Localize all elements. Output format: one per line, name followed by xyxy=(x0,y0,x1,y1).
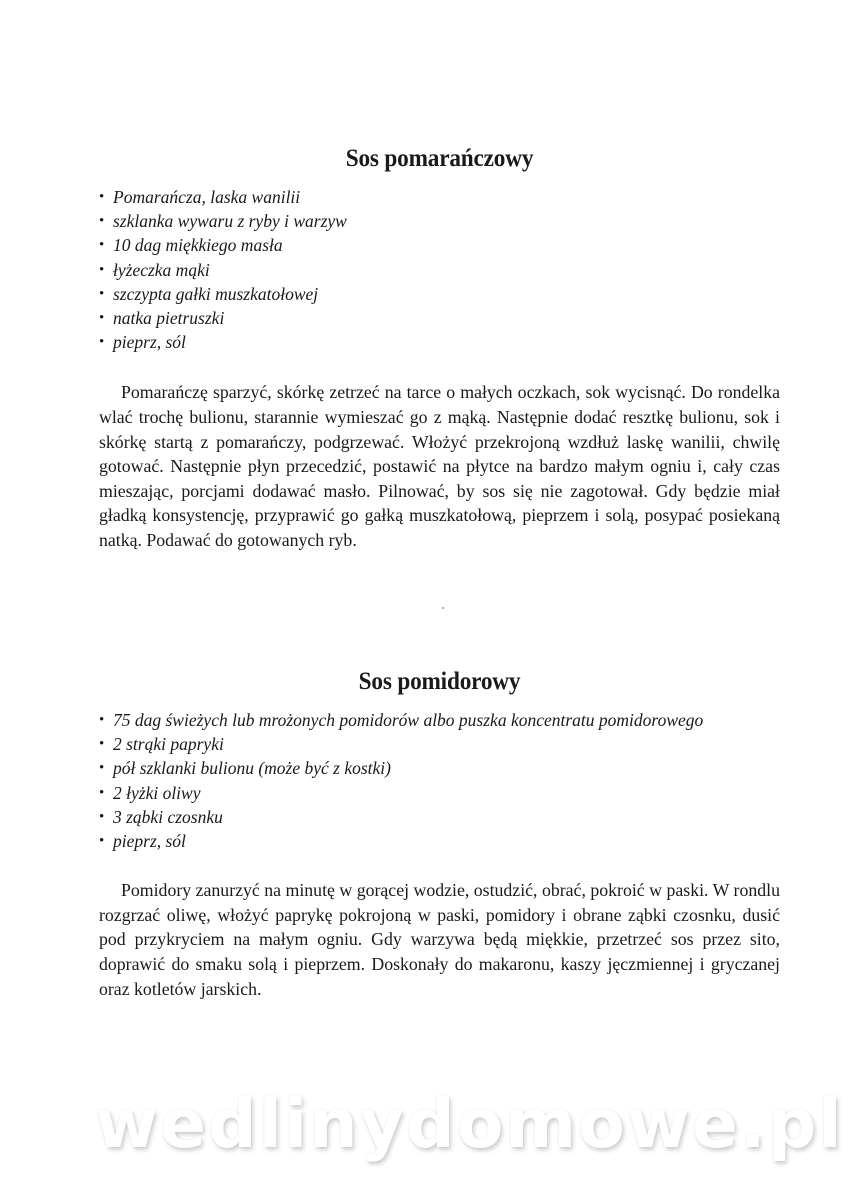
bullet-icon: • xyxy=(99,808,105,825)
ingredient-item xyxy=(99,185,780,209)
ingredient-text: pół szklanki bulionu (może być z kostki) xyxy=(113,758,392,779)
ingredient-item xyxy=(99,306,780,330)
ingredient-text: Pomarańcza, laska wanilii xyxy=(113,187,301,207)
ingredient-item xyxy=(99,708,780,732)
bullet-icon: • xyxy=(99,189,105,205)
ingredient-text: szczypta gałki muszkatołowej xyxy=(113,283,319,304)
ingredient-list xyxy=(99,185,780,354)
ingredient-item xyxy=(99,756,780,780)
bullet-icon: • xyxy=(99,784,105,801)
ingredient-text: pieprz, sól xyxy=(113,332,186,353)
recipe-tomato-sauce xyxy=(99,666,780,1001)
ingredient-text: pieprz, sól xyxy=(113,831,186,852)
ingredient-item xyxy=(99,282,780,306)
bullet-icon: • xyxy=(99,833,105,850)
ingredient-item xyxy=(99,258,780,282)
scan-speck xyxy=(442,607,444,609)
ingredient-item xyxy=(99,732,780,756)
ingredient-item xyxy=(99,805,780,829)
ingredient-text: szklanka wywaru z ryby i warzyw xyxy=(113,211,347,232)
recipe-instructions: Pomarańczę sparzyć, skórkę zetrzeć na tarce o małych oczkach, sok wycisnąć. Do rondelka wlać trochę bulionu, starannie wymieszać go z mąką. Następnie dodać resztkę bulionu, sok i skórkę startą z pomarańczy, podgrzewać. Włożyć przekrojoną wzdłuż laskę wanilii, chwilę gotować. Następnie płyn przecedzić, postawić na płytce na bardzo małym ogniu i, cały czas mieszając, porcjami dodawać masło. Pilnować, by sos się nie zagotował. Gdy będzie miał gładką konsystencję, przyprawić go gałką muszkatołową, pieprzem i solą, posypać posiekaną natką. Podawać do gotowanych ryb. xyxy=(99,382,780,550)
bullet-icon: • xyxy=(99,285,105,302)
bullet-icon: • xyxy=(99,760,105,777)
ingredient-item xyxy=(99,330,780,354)
ingredient-list xyxy=(99,708,780,853)
recipe-title: Sos pomarańczowy xyxy=(345,145,534,172)
bullet-icon: • xyxy=(99,213,105,230)
ingredient-text: łyżeczka mąki xyxy=(113,259,210,280)
bullet-icon: • xyxy=(99,261,105,278)
ingredient-text: 2 strąki papryki xyxy=(113,734,224,755)
ingredient-item xyxy=(99,829,780,853)
ingredient-text: 10 dag miękkiego masła xyxy=(113,235,283,256)
ingredient-item xyxy=(99,233,780,257)
recipe-instructions: Pomidory zanurzyć na minutę w gorącej wodzie, ostudzić, obrać, pokroić w paski. W rondlu rozgrzać oliwę, włożyć paprykę pokrojoną w paski, pomidory i obrane ząbki czosnku, dusić pod przykryciem na małym ogniu. Gdy warzywa będą miękkie, przetrzeć sos przez sito, doprawić do smaku solą i pieprzem. Doskonały do makaronu, kaszy jęczmiennej i gryczanej oraz kotletów jarskich. xyxy=(99,880,780,999)
bullet-icon: • xyxy=(99,237,105,254)
ingredient-text: 75 dag świeżych lub mrożonych pomidorów albo puszka koncentratu pomidorowego xyxy=(113,710,704,730)
ingredient-text: natka pietruszki xyxy=(113,308,225,329)
recipe-orange-sauce xyxy=(99,143,780,553)
watermark: wedlinydomowe.pl xyxy=(95,1085,844,1164)
bullet-icon: • xyxy=(99,712,105,728)
ingredient-item xyxy=(99,781,780,805)
recipe-title: Sos pomidorowy xyxy=(358,668,521,695)
bullet-icon: • xyxy=(99,736,105,753)
bullet-icon: • xyxy=(99,334,105,351)
ingredient-item xyxy=(99,209,780,233)
ingredient-text: 2 łyżki oliwy xyxy=(113,782,201,803)
bullet-icon: • xyxy=(99,310,105,327)
ingredient-text: 3 ząbki czosnku xyxy=(113,806,223,827)
